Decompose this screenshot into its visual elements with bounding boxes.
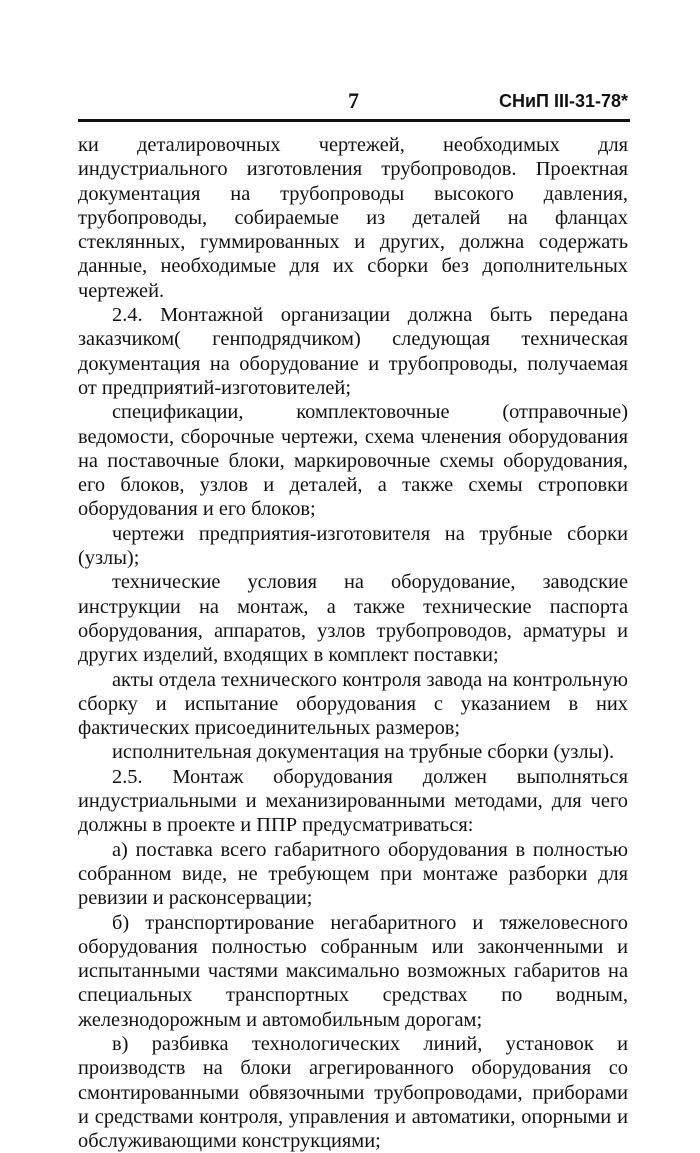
paragraph-2-4: 2.4. Монтажной организации должна быть передана заказчиком( генподрядчиком) следующая техническая документация на оборудование и трубопроводы, получаемая от предприятий-изготовителей; [78, 304, 628, 399]
page-number: 7 [348, 88, 359, 113]
paragraph-continuation: ки деталировочных чертежей, необходимых для индустриального изготовления трубопроводов. Проектная документация на трубопроводы высокого давления, трубопроводы, собираемые из деталей на фланцах стеклянных, гуммированных и других, должна содержать данные, необходимые для их сборки без дополнительных чертежей. [78, 134, 628, 302]
document-body [78, 133, 628, 1153]
list-item-a: а) поставка всего габаритного оборудования в полностью собранном виде, не требующем при монтаже разборки для ревизии и расконсервации; [78, 838, 628, 910]
list-item-executive-documentation: исполнительная документация на трубные сборки (узлы). [112, 741, 615, 764]
list-item-specifications: спецификации, комплектовочные (отправочные) ведомости, сборочные чертежи, схема членения оборудования на поставочные блоки, маркировочные схемы оборудования, его блоков, узлов и деталей, а также схемы строповки оборудования и его блоков; [78, 401, 628, 521]
list-item-drawings: чертежи предприятия-изготовителя на трубные сборки (узлы); [78, 522, 628, 570]
document-code: СНиП III-31-78* [498, 91, 628, 111]
list-item-technical-conditions: технические условия на оборудование, заводские инструкции на монтаж, а также технические паспорта оборудования, аппаратов, узлов трубопроводов, арматуры и других изделий, входящих в комплект поставки; [78, 571, 628, 667]
list-item-v: в) разбивка технологических линий, установок и производств на блоки агрегированного оборудования со смонтированными обвязочными трубопроводами, приборами и средствами контроля, управления и автоматики, опорными и обслуживающими конструкциями; [78, 1032, 628, 1153]
header-rule [78, 119, 630, 122]
page-header [78, 88, 628, 118]
list-item-inspection-acts: акты отдела технического контроля завода на контрольную сборку и испытание оборудования с указанием в них фактических присоединительных размеров; [78, 668, 628, 740]
paragraph-2-5: 2.5. Монтаж оборудования должен выполняться индустриальными и механизированными методами, для чего должны в проекте и ППР предусматриваться: [78, 765, 628, 837]
list-item-b: б) транспортирование негабаритного и тяжеловесного оборудования полностью собранным или законченными и испытанными частями максимально возможных габаритов на специальных транспортных средствах по водным, железнодорожным и автомобильным дорогам; [78, 911, 628, 1031]
